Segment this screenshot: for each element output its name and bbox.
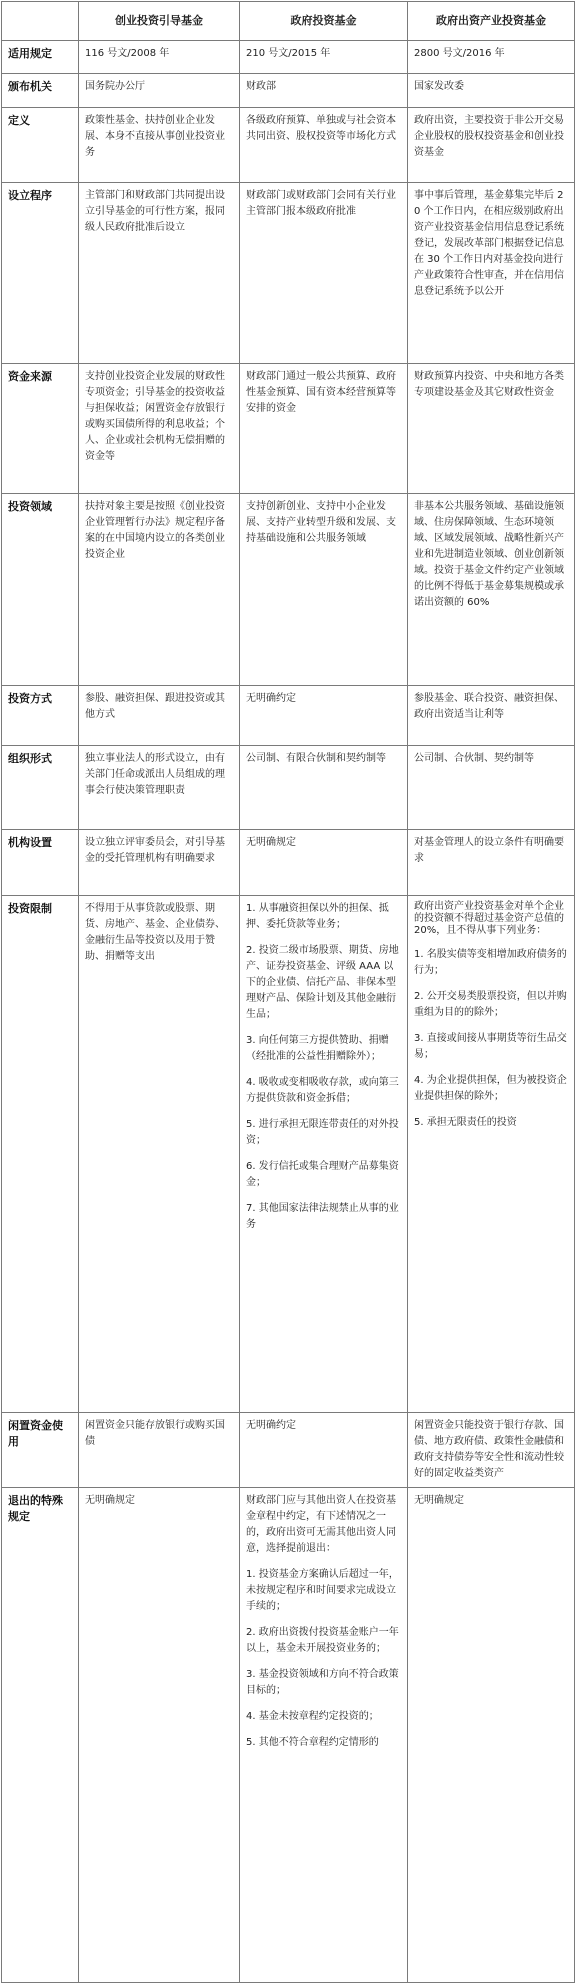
regulation-c3: 2800 号文/2016 年 [408, 41, 575, 74]
row-header-issuer: 颁布机关 [2, 74, 79, 108]
header-government-investment-fund: 政府投资基金 [240, 2, 408, 41]
definition-c1: 政策性基金、扶持创业企业发展、本身不直接从事创业投资业务 [79, 108, 240, 183]
table-row [2, 686, 575, 746]
table-row [2, 896, 575, 1413]
funding-c3: 财政预算内投资、中央和地方各类专项建设基金及其它财政性资金 [408, 364, 575, 494]
investment-method-c1: 参股、融资担保、跟进投资或其他方式 [79, 686, 240, 746]
institution-c2: 无明确规定 [240, 830, 408, 896]
investment-area-c2: 支持创新创业、支持中小企业发展、支持产业转型升级和发展、支持基础设施和公共服务领域 [240, 494, 408, 686]
table-row [2, 74, 575, 108]
list-item: 1. 名股实债等变相增加政府债务的行为； [414, 949, 567, 976]
table-row [2, 41, 575, 74]
org-form-c1: 独立事业法人的形式设立，由有关部门任命或派出人员组成的理事会行使决策管理职责 [79, 746, 240, 830]
list-item: 5. 进行承担无限连带责任的对外投资； [246, 1119, 399, 1146]
issuer-c1: 国务院办公厅 [79, 74, 240, 108]
org-form-c3: 公司制、合伙制、契约制等 [408, 746, 575, 830]
row-header-exit: 退出的特殊规定 [2, 1488, 79, 1983]
table-row [2, 494, 575, 686]
table-row [2, 108, 575, 183]
list-item: 3. 向任何第三方提供赞助、捐赠（经批准的公益性捐赠除外）； [246, 1035, 389, 1062]
list-item: 3. 基金投资领域和方向不符合政策目标的； [246, 1669, 399, 1696]
idle-funds-c1: 闲置资金只能存放银行或购买国债 [79, 1413, 240, 1488]
row-header-institution: 机构设置 [2, 830, 79, 896]
list-item: 5. 其他不符合章程约定情形的 [246, 1737, 379, 1748]
header-government-industry-fund: 政府出资产业投资基金 [408, 2, 575, 41]
issuer-c3: 国家发改委 [408, 74, 575, 108]
investment-area-c3: 非基本公共服务领域、基础设施领域、住房保障领域、生态环境领域、区域发展领域、战略性新兴产业和先进制造业领域、创业创新领域。投资于基金文件约定产业领域的比例不得低于基金募集规模或承诺出资额的 60% [408, 494, 575, 686]
funding-c2: 财政部门通过一般公共预算、政府性基金预算、国有资本经营预算等安排的资金 [240, 364, 408, 494]
list-item: 3. 直接或间接从事期货等衍生品交易； [414, 1033, 567, 1060]
comparison-table-container [1, 1, 574, 1981]
list-item: 6. 发行信托或集合理财产品募集资金； [246, 1161, 399, 1188]
exit-c2 [240, 1488, 408, 1983]
row-header-procedure: 设立程序 [2, 183, 79, 364]
definition-c2: 各级政府预算、单独或与社会资本共同出资、股权投资等市场化方式 [240, 108, 408, 183]
row-header-regulation: 适用规定 [2, 41, 79, 74]
list-item: 5. 承担无限责任的投资 [414, 1117, 517, 1128]
row-header-investment-method: 投资方式 [2, 686, 79, 746]
header-corner-cell [2, 2, 79, 41]
restrictions-c1: 不得用于从事贷款或股票、期货、房地产、基金、企业债券、金融衍生品等投资以及用于赞助、捐赠等支出 [79, 896, 240, 1413]
table-row [2, 1488, 575, 1983]
procedure-c1: 主管部门和财政部门共同提出设立引导基金的可行性方案，报同级人民政府批准后设立 [79, 183, 240, 364]
exit-c1: 无明确规定 [79, 1488, 240, 1983]
exit-c3: 无明确规定 [408, 1488, 575, 1983]
row-header-restrictions: 投资限制 [2, 896, 79, 1413]
org-form-c2: 公司制、有限合伙制和契约制等 [240, 746, 408, 830]
row-header-org-form: 组织形式 [2, 746, 79, 830]
regulation-c1: 116 号文/2008 年 [79, 41, 240, 74]
list-item: 1. 投资基金方案确认后超过一年，未按规定程序和时间要求完成设立手续的； [246, 1569, 399, 1612]
row-header-definition: 定义 [2, 108, 79, 183]
institution-c1: 设立独立评审委员会，对引导基金的受托管理机构有明确要求 [79, 830, 240, 896]
table-row [2, 183, 575, 364]
list-item: 4. 吸收或变相吸收存款，或向第三方提供贷款和资金拆借； [246, 1077, 399, 1104]
table-row [2, 746, 575, 830]
restrictions-c2 [240, 896, 408, 1413]
list-item: 4. 为企业提供担保，但为被投资企业提供担保的除外； [414, 1075, 567, 1102]
idle-funds-c3: 闲置资金只能投资于银行存款、国债、地方政府债、政策性金融债和政府支持债券等安全性和流动性较好的固定收益类资产 [408, 1413, 575, 1488]
table-row [2, 364, 575, 494]
investment-area-c1: 扶持对象主要是按照《创业投资企业管理暂行办法》规定程序备案的在中国境内设立的各类创业投资企业 [79, 494, 240, 686]
investment-method-c3: 参股基金、联合投资、融资担保、政府出资适当让利等 [408, 686, 575, 746]
table-header-row [2, 2, 575, 41]
list-item: 2. 公开交易类股票投资，但以并购重组为目的的除外； [414, 991, 567, 1018]
list-item: 1. 从事融资担保以外的担保、抵押、委托贷款等业务； [246, 903, 389, 930]
fund-comparison-table [1, 1, 575, 1983]
issuer-c2: 财政部 [240, 74, 408, 108]
institution-c3: 对基金管理人的设立条件有明确要求 [408, 830, 575, 896]
row-header-funding: 资金来源 [2, 364, 79, 494]
idle-funds-c2: 无明确约定 [240, 1413, 408, 1488]
exit-c2-lead: 财政部门应与其他出资人在投资基金章程中约定，有下述情况之一的，政府出资可无需其他出资人同意，选择提前退出： [246, 1495, 396, 1554]
restrictions-c3-lead: 政府出资产业投资基金对单个企业的投资额不得超过基金资产总值的 20%，且不得从事下列业务： [414, 901, 564, 936]
row-header-idle-funds: 闲置资金使用 [2, 1413, 79, 1488]
regulation-c2: 210 号文/2015 年 [240, 41, 408, 74]
list-item: 7. 其他国家法律法规禁止从事的业务 [246, 1203, 399, 1230]
funding-c1: 支持创业投资企业发展的财政性专项资金；引导基金的投资收益与担保收益；闲置资金存放银行或购买国债所得的利息收益；个人、企业或社会机构无偿捐赠的资金等 [79, 364, 240, 494]
investment-method-c2: 无明确约定 [240, 686, 408, 746]
procedure-c3: 事中事后管理，基金募集完毕后 20 个工作日内，在相应级别政府出资产业投资基金信用信息登记系统登记，发展改革部门根据登记信息在 30 个工作日内对基金投向进行产业政策符合性审查，并在信用信息登记系统予以公开 [408, 183, 575, 364]
row-header-investment-area: 投资领域 [2, 494, 79, 686]
list-item: 4. 基金未按章程约定投资的； [246, 1711, 379, 1722]
list-item: 2. 投资二级市场股票、期货、房地产、证券投资基金、评级 AAA 以下的企业债、信托产品、非保本型理财产品、保险计划及其他金融衍生品； [246, 945, 399, 1020]
header-venture-guide-fund: 创业投资引导基金 [79, 2, 240, 41]
list-item: 2. 政府出资拨付投资基金账户一年以上，基金未开展投资业务的； [246, 1627, 399, 1654]
definition-c3: 政府出资，主要投资于非公开交易企业股权的股权投资基金和创业投资基金 [408, 108, 575, 183]
restrictions-c3 [408, 896, 575, 1413]
procedure-c2: 财政部门或财政部门会同有关行业主管部门报本级政府批准 [240, 183, 408, 364]
table-row [2, 830, 575, 896]
table-row [2, 1413, 575, 1488]
